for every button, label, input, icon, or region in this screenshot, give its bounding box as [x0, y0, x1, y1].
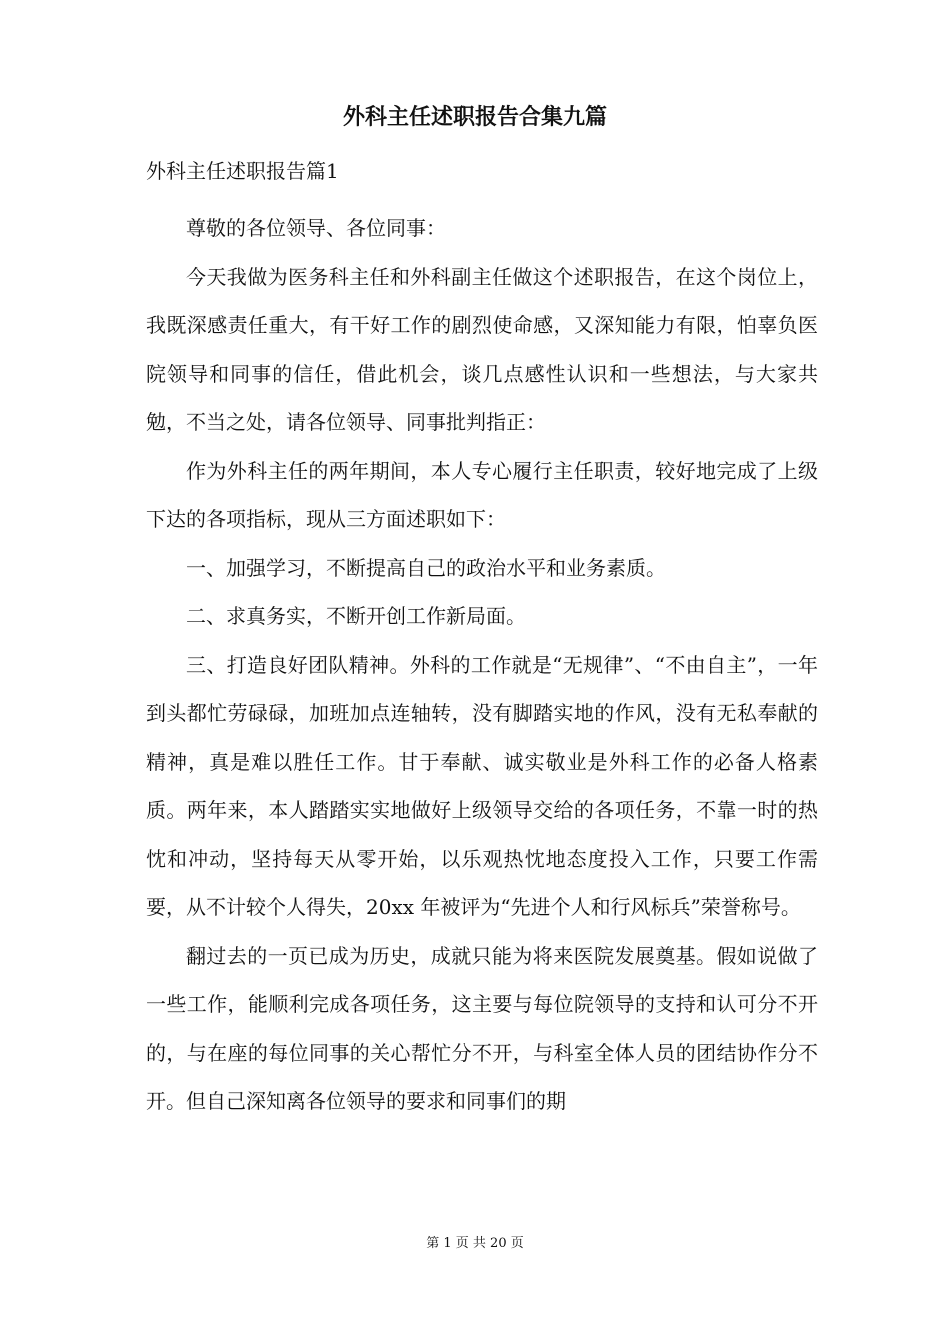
paragraph-point-three: 三、打造良好团队精神。外科的工作就是“无规律”、“不由自主”，一年到头都忙劳碌碌，加班加点连轴转，没有脚踏实地的作风，没有无私奉献的精神，真是难以胜任工作。甘于奉献、诚实敬业是外科工作的必备人格素质。两年来，本人踏踏实实地做好上级领导交给的各项任务，不靠一时的热忱和冲动，坚持每天从零开始，以乐观热忱地态度投入工作，只要工作需要，从不计较个人得失，20xx 年被评为“先进个人和行风标兵”荣誉称号。: [146, 652, 818, 919]
page-number-footer: 第 1 页 共 20 页: [426, 1236, 524, 1251]
paragraph-intro: 今天我做为医务科主任和外科副主任做这个述职报告，在这个岗位上，我既深感责任重大，有干好工作的剧烈使命感，又深知能力有限，怕辜负医院领导和同事的信任，借此机会，谈几点感性认识和一些想法，与大家共勉，不当之处，请各位领导、同事批判指正：: [146, 264, 818, 434]
paragraph-reflection: 翻过去的一页已成为历史，成就只能为将来医院发展奠基。假如说做了一些工作，能顺利完成各项任务，这主要与每位院领导的支持和认可分不开的，与在座的每位同事的关心帮忙分不开，与科室全体人员的团结协作分不开。但自己深知离各位领导的要求和同事们的期: [146, 943, 818, 1113]
document-body: [146, 204, 818, 1126]
paragraph-overview: 作为外科主任的两年期间，本人专心履行主任职责，较好地完成了上级下达的各项指标，现从三方面述职如下：: [146, 458, 818, 531]
paragraph-point-two: 二、求真务实，不断开创工作新局面。: [186, 604, 526, 628]
section-heading: 外科主任述职报告篇1: [146, 159, 339, 183]
paragraph-salutation: 尊敬的各位领导、各位同事：: [186, 216, 446, 240]
document-title: 外科主任述职报告合集九篇: [342, 105, 607, 130]
paragraph-point-one: 一、加强学习，不断提高自己的政治水平和业务素质。: [186, 555, 666, 580]
